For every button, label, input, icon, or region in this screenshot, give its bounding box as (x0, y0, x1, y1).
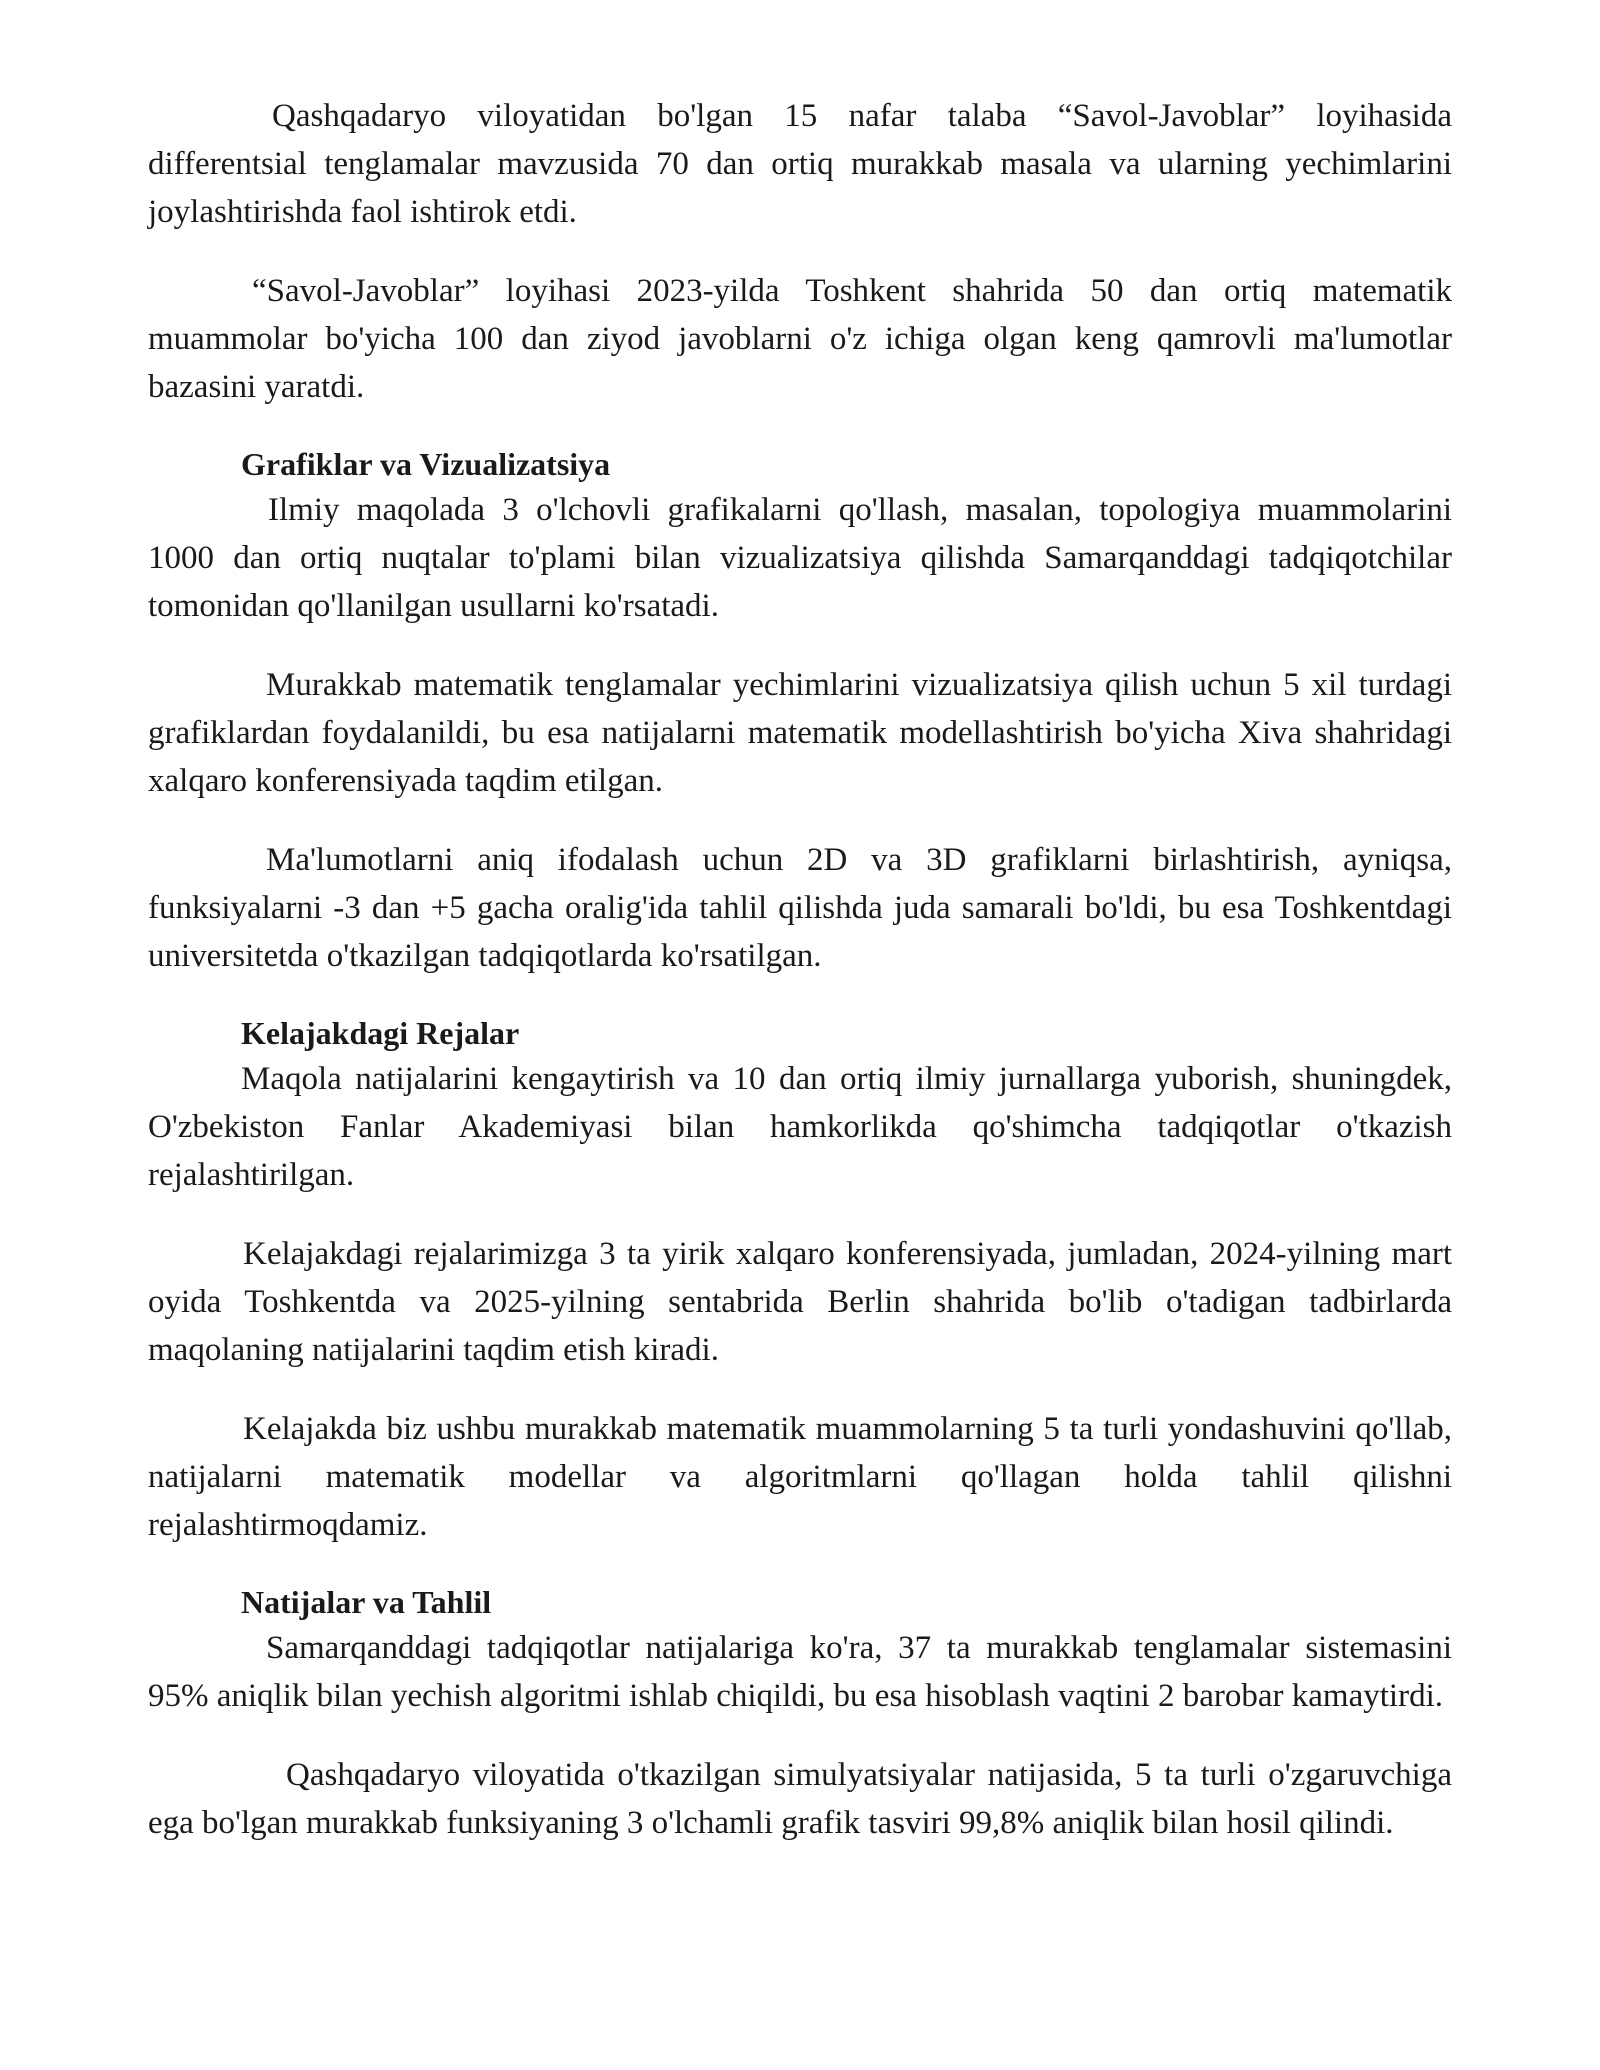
intro-paragraph-1: Qashqadaryo viloyatidan bo'lgan 15 nafar talaba “Savol-Javoblar” loyihasida differentsial tenglamalar mavzusida 70 dan ortiq murakkab masala va ularning yechimlarini joylashtirishda faol ishtirok etdi. (148, 98, 1452, 230)
section-grafiklar-paragraph-3: Ma'lumotlarni aniq ifodalash uchun 2D va 3D grafiklarni birlashtirish, ayniqsa, funksiyalarni -3 dan +5 gacha oralig'ida tahlil qilishda juda samarali bo'ldi, bu esa Toshkentdagi universitetda o'tkazilgan tadqiqotlarda ko'rsatilgan. (148, 842, 1452, 974)
section-kelajakdagi-paragraph-3: Kelajakda biz ushbu murakkab matematik muammolarning 5 ta turli yondashuvini qo'llab, natijalarni matematik modellar va algoritmlarni qo'llagan holda tahlil qilishni rejalashtirmoqdamiz. (148, 1411, 1452, 1543)
section-grafiklar-paragraph-2: Murakkab matematik tenglamalar yechimlarini vizualizatsiya qilish uchun 5 xil turdagi grafiklardan foydalanildi, bu esa natijalarni matematik modellashtirish bo'yicha Xiva shahridagi xalqaro konferensiyada taqdim etilgan. (148, 667, 1452, 799)
section-grafiklar-paragraph-1: Ilmiy maqolada 3 o'lchovli grafikalarni qo'llash, masalan, topologiya muammolarini 1000 dan ortiq nuqtalar to'plami bilan vizualizatsiya qilishda Samarqanddagi tadqiqotchilar tomonidan qo'llanilgan usullarni ko'rsatadi. (148, 492, 1452, 624)
section-kelajakdagi-paragraph-2: Kelajakdagi rejalarimizga 3 ta yirik xalqaro konferensiyada, jumladan, 2024-yilning mart oyida Toshkentda va 2025-yilning sentabrida Berlin shahrida bo'lib o'tadigan tadbirlarda maqolaning natijalarini taqdim etish kiradi. (148, 1236, 1452, 1368)
section-heading-natijalar: Natijalar va Tahlil (241, 1584, 492, 1620)
intro-paragraph-2: “Savol-Javoblar” loyihasi 2023-yilda Toshkent shahrida 50 dan ortiq matematik muammolar bo'yicha 100 dan ziyod javoblarni o'z ichiga olgan keng qamrovli ma'lumotlar bazasini yaratdi. (148, 273, 1452, 405)
section-natijalar-paragraph-1: Samarqanddagi tadqiqotlar natijalariga ko'ra, 37 ta murakkab tenglamalar sistemasini 95% aniqlik bilan yechish algoritmi ishlab chiqildi, bu esa hisoblash vaqtini 2 barobar kamaytirdi. (148, 1630, 1452, 1714)
section-natijalar-paragraph-2: Qashqadaryo viloyatida o'tkazilgan simulyatsiyalar natijasida, 5 ta turli o'zgaruvchiga ega bo'lgan murakkab funksiyaning 3 o'lchamli grafik tasviri 99,8% aniqlik bilan hosil qilindi. (148, 1757, 1452, 1841)
section-heading-kelajakdagi: Kelajakdagi Rejalar (241, 1015, 520, 1051)
document-page (148, 92, 1452, 1847)
section-kelajakdagi-paragraph-1: Maqola natijalarini kengaytirish va 10 dan ortiq ilmiy jurnallarga yuborish, shuningdek, O'zbekiston Fanlar Akademiyasi bilan hamkorlikda qo'shimcha tadqiqotlar o'tkazish rejalashtirilgan. (148, 1061, 1452, 1193)
section-heading-grafiklar: Grafiklar va Vizualizatsiya (241, 446, 611, 482)
